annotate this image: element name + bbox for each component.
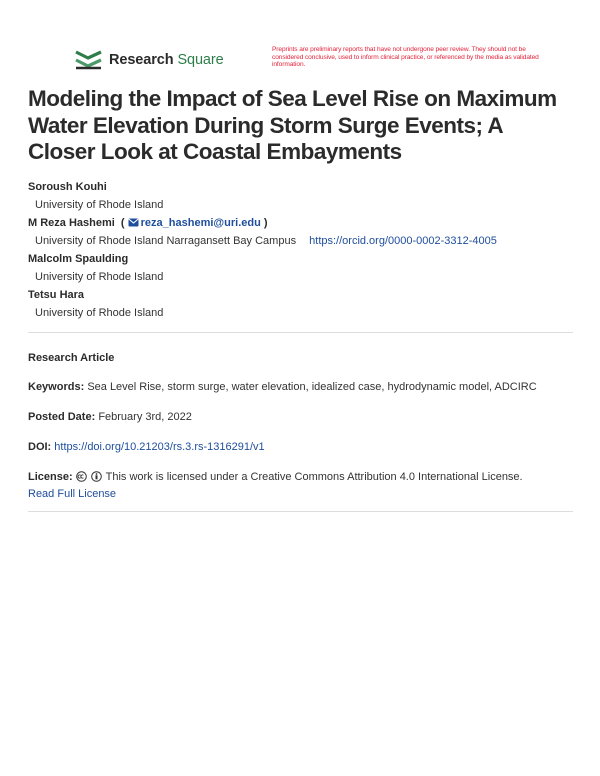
- author-name: Tetsu Hara: [28, 289, 85, 301]
- divider: [28, 511, 573, 512]
- brand-name: Research Square: [109, 52, 224, 68]
- envelope-icon: [128, 218, 139, 227]
- license: License: This work is licensed under a Creative Commons Attribution 4.0 International License.: [28, 471, 523, 483]
- author-affiliation: University of Rhode Island: [35, 199, 164, 211]
- orcid-link[interactable]: https://orcid.org/0000-0002-3312-4005: [309, 235, 497, 247]
- creative-commons-icon: [76, 471, 87, 482]
- read-full-license-link[interactable]: Read Full License: [28, 488, 117, 500]
- doi-link[interactable]: https://doi.org/10.21203/rs.3.rs-1316291/v1: [54, 441, 265, 453]
- author-name: Malcolm Spaulding: [28, 253, 129, 265]
- research-square-logo-icon: [75, 49, 102, 71]
- author-affiliation: University of Rhode Island: [35, 307, 164, 319]
- doi: DOI: https://doi.org/10.21203/rs.3.rs-1316291/v1: [28, 441, 265, 453]
- author-affiliation: University of Rhode Island Narragansett Bay Campus https://orcid.org/0000-0002-3312-4005: [35, 235, 497, 247]
- article-type: Research Article: [28, 352, 115, 364]
- author-email-link[interactable]: reza_hashemi@uri.edu: [140, 217, 261, 229]
- author-list: [28, 178, 578, 322]
- paper-title: Modeling the Impact of Sea Level Rise on Maximum Water Elevation During Storm Surge Events; A Closer Look at Coastal Embayments: [28, 86, 557, 164]
- posted-date: Posted Date: February 3rd, 2022: [28, 411, 192, 423]
- keywords: Keywords: Sea Level Rise, storm surge, water elevation, idealized case, hydrodynamic model, ADCIRC: [28, 381, 537, 393]
- attribution-icon: [91, 471, 102, 482]
- author-name: M Reza Hashemi ( reza_hashemi@uri.edu ): [28, 217, 268, 229]
- research-square-logo: [75, 49, 224, 71]
- preprint-disclaimer: Preprints are preliminary reports that have not undergone peer review. They should not be considered conclusive, used to inform clinical practice, or referenced by the media as validated information.: [272, 46, 539, 69]
- divider: [28, 332, 573, 333]
- author-name: Soroush Kouhi: [28, 181, 107, 193]
- author-affiliation: University of Rhode Island: [35, 271, 164, 283]
